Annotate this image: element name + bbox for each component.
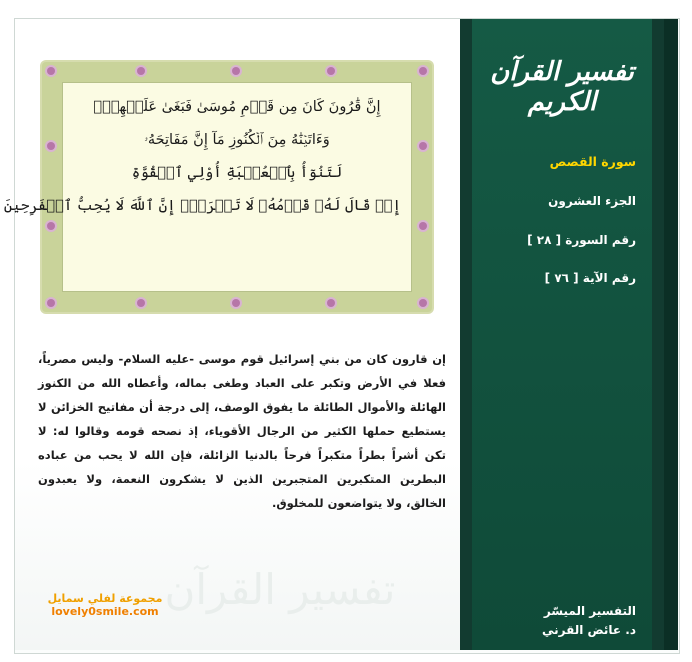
verse-line: لَتَنُوٓأُ بِٱلۡعُصۡبَةِ أُوْلِي ٱلۡقُوَّةِ [131, 165, 343, 181]
credits [476, 602, 636, 640]
ornament-flower-icon [137, 299, 145, 307]
sidebar [460, 19, 678, 650]
ornament-flower-icon [232, 299, 240, 307]
verse-text [3, 91, 401, 223]
ornament-flower-icon [419, 142, 427, 150]
ornament-flower-icon [419, 299, 427, 307]
ornament-flower-icon [47, 222, 55, 230]
verse-line: إِنَّ قَٰرُونَ كَانَ مِن قَوۡمِ مُوسَىٰ فَبَغَىٰ عَلَيۡهِمۡۖ [93, 99, 381, 115]
tafsir-name: التفسير الميسّر [543, 604, 636, 618]
ornament-flower-icon [419, 222, 427, 230]
ornament-flower-icon [232, 67, 240, 75]
sidebar-edge [664, 19, 678, 650]
ornament-flower-icon [47, 299, 55, 307]
verse-line: إِذۡ قَالَ لَهُۥ قَوۡمُهُۥ لَا تَفۡرَحۡۖ إِنَّ ٱللَّهَ لَا يُحِبُّ ٱلۡفَرِحِينَ [3, 198, 401, 214]
watermark-text: تفسير القرآن [164, 565, 396, 614]
site-logo[interactable] [30, 592, 180, 618]
ornament-flower-icon [47, 67, 55, 75]
ornament-flower-icon [419, 67, 427, 75]
site-url: lovely0smile.com [51, 605, 159, 618]
page-title: تفسير القرآن الكريم [490, 57, 634, 117]
surah-name: سورة القصص [549, 154, 636, 169]
ornament-flower-icon [327, 67, 335, 75]
site-name-arabic: مجموعة لفلي سمايل [47, 592, 163, 605]
author-name: د. عائض القرني [541, 623, 636, 637]
verse-line: وَءَاتَيۡنَٰهُ مِنَ ٱلۡكُنُوزِ مَآ إِنَّ مَفَاتِحَهُۥ [144, 132, 330, 148]
surah-number: رقم السورة [ ٢٨ ] [527, 233, 636, 247]
sidebar-panel [472, 19, 652, 650]
verse-panel [3, 82, 412, 292]
ornament-flower-icon [47, 142, 55, 150]
ornament-flower-icon [327, 299, 335, 307]
tafsir-text: إن قارون كان من بني إسرائيل قوم موسى -عليه السلام- وليس مصرياً، فعلا في الأرض وتكبر على العباد وطغى بماله، وأعطاه الله من الكنوز الهائلة والأموال الطائلة ما يفوق الوصف، إلى درجة أن مفاتيح الخزائن لا يستطيع حملها الكثير من الرجال الأقوياء، إذ نصحه قومه وقالوا له: لا تكن أشراً بطراً متكبراً فرحاً بالدنيا الزائلة، فإن الله لا يحب من عباده البطرين المتكبرين المتجبرين الذين لا يشكرون النعمة، ولا يعبدون الخالق، ولا يتواضعون للمخلوق. [38, 352, 446, 510]
juz-label: الجزء العشرون [548, 194, 636, 208]
verse-frame [3, 62, 432, 312]
ornament-flower-icon [137, 67, 145, 75]
ayah-number: رقم الآية [ ٧٦ ] [544, 271, 636, 285]
